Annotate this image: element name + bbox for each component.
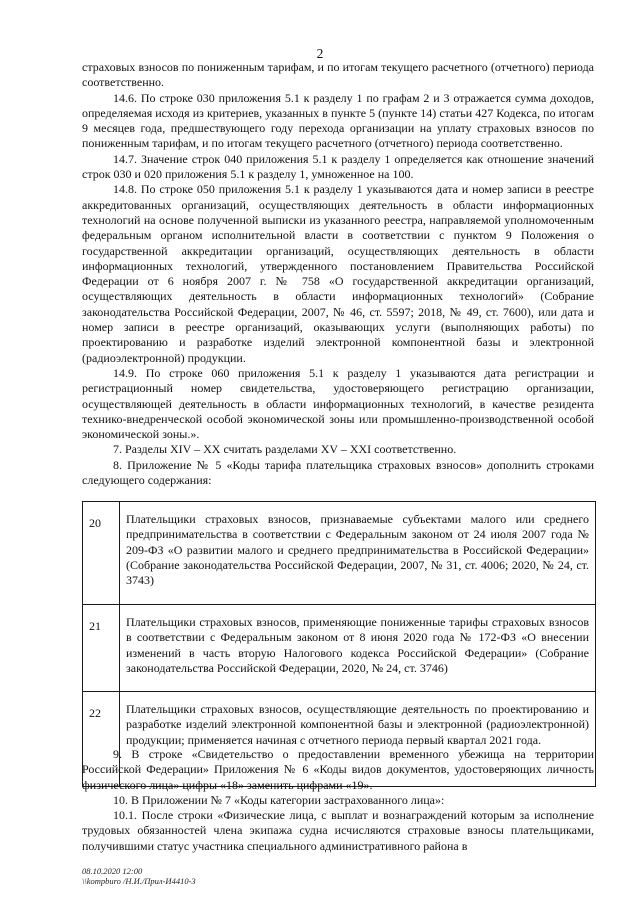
paragraph-14-6: 14.6. По строке 030 приложения 5.1 к разделу 1 по графам 2 и 3 отражается сумма доходов, определяемая исходя из критериев, указанных в пункте 5 (пункте 14) статьи 427 Кодекса, по итогам 9 месяцев года, предшествующего году перехода организации на уплату страховых взносов по пониженным тарифам, и по итогам текущего расчетного (отчетного) периода соответственно. — [82, 90, 594, 151]
paragraph-9: 9. В строке «Свидетельство о предоставлении временного убежища на территории Российской Федерации» Приложения № 6 «Коды видов документов, удостоверяющих личность физического лица» цифры «18» заменить цифрами «19». — [82, 747, 594, 792]
paragraph-14-8: 14.8. По строке 050 приложения 5.1 к разделу 1 указываются дата и номер записи в реестре аккредитованных организаций, осуществляющих деятельность в области информационных технологий на основе полученной выписки из указанного реестра, направляемой уполномоченным федеральным органом исполнительной власти в соответствии с пунктом 9 Положения о государственной аккредитации организаций, осуществляющих деятельность в области информационных технологий, утвержденного постановлением Правительства Российской Федерации от 6 ноября 2007 г. № 758 «О государственной аккредитации организаций, осуществляющих деятельность в области информационных технологий» (Собрание законодательства Российской Федерации, 2007, № 46, ст. 5597; 2018, № 49, ст. 7600), или дата и номер записи в реестре организаций, оказывающих услуги (выполняющих работы) по проектированию и разработке изделий электронной компонентной базы и электронной (радиоэлектронной) продукции. — [82, 182, 594, 365]
paragraph-8: 8. Приложение № 5 «Коды тарифа плательщика страховых взносов» дополнить строками следующего содержания: — [82, 457, 594, 488]
tariff-codes-table — [82, 501, 596, 787]
footer-file-path: \\kompburo /Н.И./Прил-И4410-3 — [82, 876, 196, 886]
paragraph-10-1: 10.1. После строки «Физические лица, с выплат и вознаграждений которым за исполнение трудовых обязанностей члена экипажа судна исчисляются страховые взносы плательщиками, получившими статус участника специального административного района в — [82, 808, 594, 853]
paragraph-14-9: 14.9. По строке 060 приложения 5.1 к разделу 1 указываются дата регистрации и регистрационный номер свидетельства, удостоверяющего регистрацию организации, осуществляющей деятельность в области информационных технологий, в качестве резидента технико-внедренческой особой экономической зоны или промышленно-производственной особой экономической зоны.». — [82, 365, 594, 442]
paragraph-14-7: 14.7. Значение строк 040 приложения 5.1 к разделу 1 определяется как отношение значений строк 030 и 020 приложения 5.1 к разделу 1, умноженное на 100. — [82, 151, 594, 182]
paragraph-7: 7. Разделы XIV – XX считать разделами XV – XXI соответственно. — [113, 442, 457, 457]
body-text-top — [82, 60, 594, 488]
table-row — [83, 502, 596, 605]
table-cell-description: Плательщики страховых взносов, применяющие пониженные тарифы страховых взносов в соответствии с Федеральным законом от 8 июня 2020 года № 172-ФЗ «О внесении изменений в часть вторую Налогового кодекса Российской Федерации» (Собрание законодательства Российской Федерации, 2020, № 24, ст. 3746) — [120, 605, 596, 692]
footer-date: 08.10.2020 12:00 — [82, 866, 143, 876]
paragraph-continuation: страховых взносов по пониженным тарифам, и по итогам текущего расчетного (отчетного) периода соответственно. — [82, 60, 594, 90]
table-cell-description: Плательщики страховых взносов, осуществляющие деятельность по проектированию и разработке изделий электронной компонентной базы и электронной (радиоэлектронной) продукции; применяется начиная с отчетного периода первый квартал 2021 года. — [120, 692, 596, 787]
table-cell-code: 22 — [83, 692, 120, 787]
table-cell-code: 20 — [83, 502, 120, 605]
table-cell-code: 21 — [83, 605, 120, 692]
table-row — [83, 605, 596, 692]
table-cell-description: Плательщики страховых взносов, признаваемые субъектами малого или среднего предпринимательства в соответствии с Федеральным законом от 24 июля 2007 года № 209-ФЗ «О развитии малого и среднего предпринимательства в Российской Федерации» (Собрание законодательства Российской Федерации, 2007, № 31, ст. 4006; 2020, № 24, ст. 3743) — [120, 502, 596, 605]
page-number: 2 — [316, 46, 324, 61]
body-text-bottom — [82, 747, 594, 854]
paragraph-10: 10. В Приложении № 7 «Коды категории застрахованного лица»: — [113, 792, 445, 807]
document-footer — [82, 866, 196, 886]
